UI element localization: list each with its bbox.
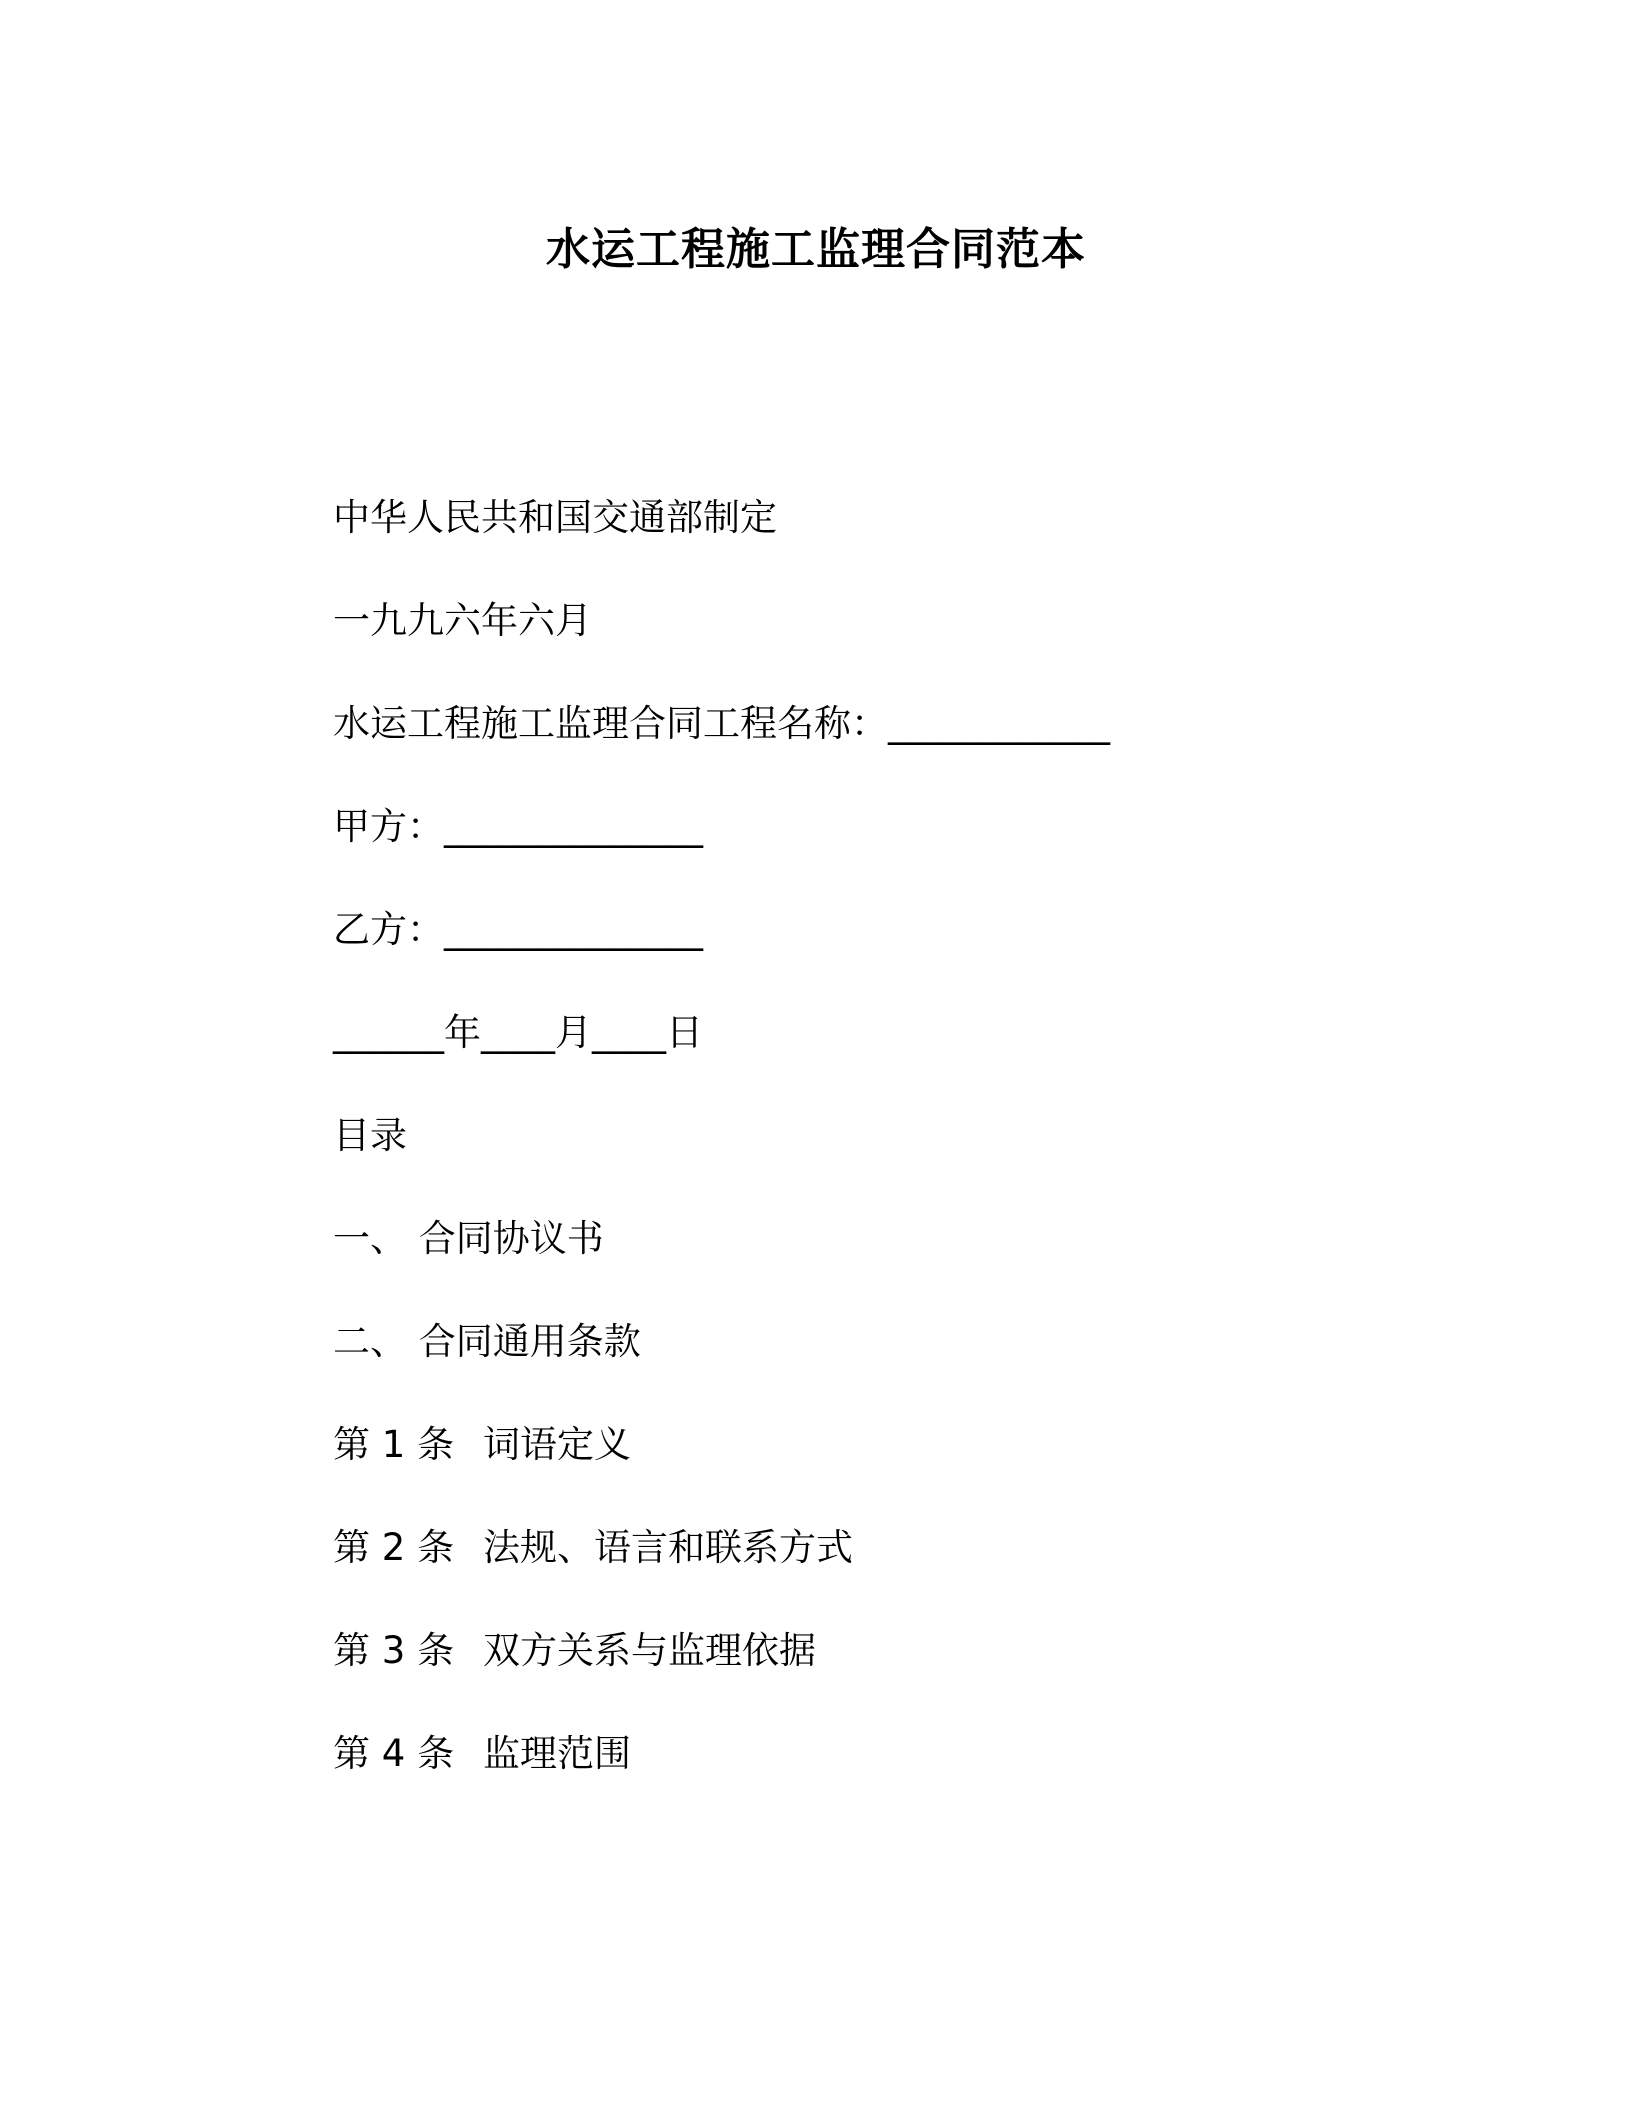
article-number: 第 3 条 [333, 1629, 455, 1672]
article-title: 监理范围 [483, 1732, 631, 1775]
issuer-line: 中华人民共和国交通部制定 [333, 496, 777, 539]
toc-heading: 目录 [333, 1114, 407, 1157]
article-title: 词语定义 [483, 1423, 631, 1466]
article-title: 法规、语言和联系方式 [483, 1526, 853, 1569]
article-title: 双方关系与监理依据 [483, 1629, 816, 1672]
toc-section-1: 一、 合同协议书 [333, 1217, 604, 1260]
date-blank-line: ______年____月____日 [333, 1011, 703, 1054]
toc-article-4 [333, 1730, 631, 1778]
party-b-line: 乙方：______________ [333, 908, 703, 951]
party-a-line: 甲方：______________ [333, 805, 703, 848]
article-number: 第 1 条 [333, 1423, 455, 1466]
article-number: 第 2 条 [333, 1526, 455, 1569]
toc-article-2 [333, 1524, 853, 1572]
document-title: 水运工程施工监理合同范本 [546, 224, 1086, 275]
issue-date-line: 一九九六年六月 [333, 599, 592, 642]
toc-article-3 [333, 1627, 816, 1675]
project-name-line: 水运工程施工监理合同工程名称：____________ [333, 702, 1110, 745]
toc-article-1 [333, 1421, 631, 1469]
article-number: 第 4 条 [333, 1732, 455, 1775]
toc-section-2: 二、 合同通用条款 [333, 1320, 641, 1363]
